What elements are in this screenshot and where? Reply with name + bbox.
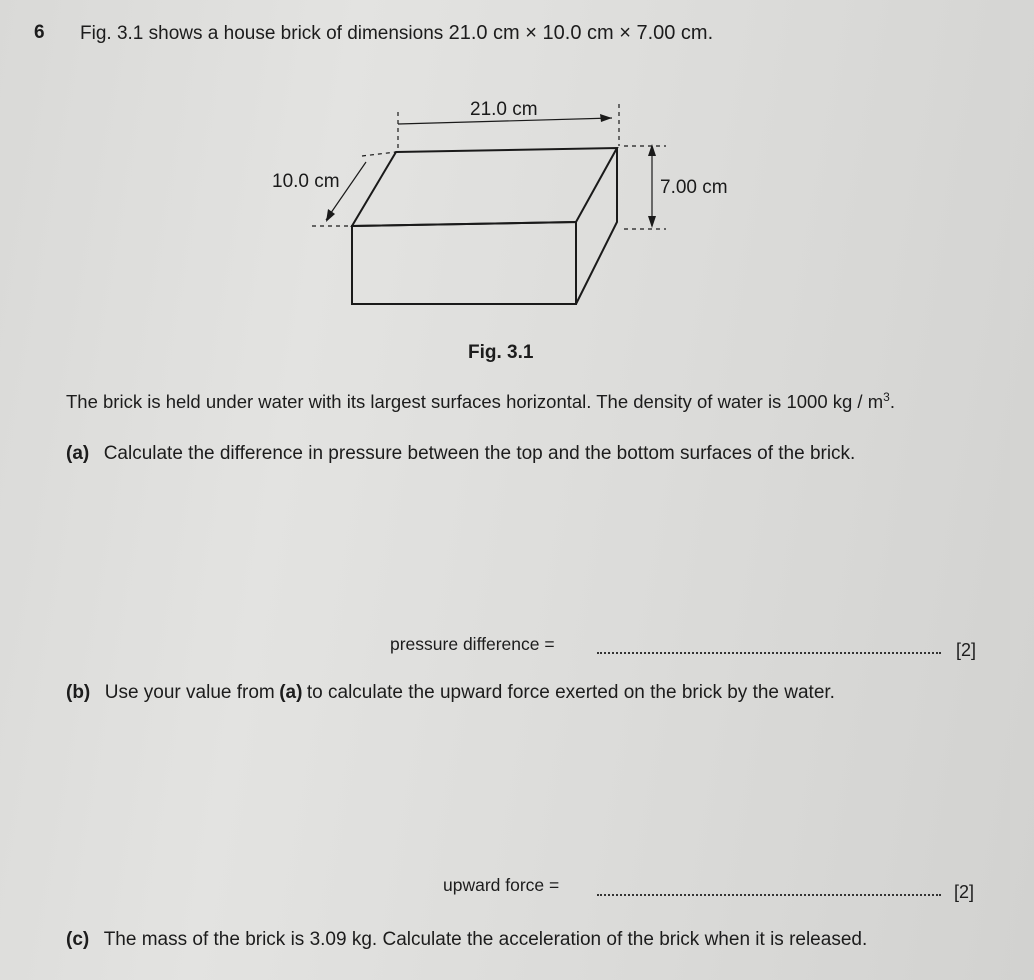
height-label: 7.00 cm xyxy=(660,177,728,198)
part-a-label: (a) xyxy=(66,443,90,464)
brick-side-face xyxy=(576,148,617,304)
part-b-label: (b) xyxy=(66,682,91,703)
part-b-question xyxy=(66,682,835,704)
part-c-text: The mass of the brick is 3.09 kg. Calculate the acceleration of the brick when it is released. xyxy=(103,929,868,950)
question-text-main: Fig. 3.1 shows a house brick of dimensions xyxy=(80,23,444,44)
intro-main: The brick is held under water with its largest surfaces horizontal. The density of water is 1000 kg / m xyxy=(66,391,884,413)
question-number: 6 xyxy=(34,22,45,43)
intro-end: . xyxy=(889,391,895,413)
part-a-answer-label: pressure difference = xyxy=(390,634,555,654)
brick-diagram xyxy=(0,0,1034,340)
figure-caption: Fig. 3.1 xyxy=(468,342,534,363)
part-a-question xyxy=(66,443,855,465)
part-b-marks: [2] xyxy=(954,882,975,902)
part-b-text-post: to calculate the upward force exerted on the brick by the water. xyxy=(306,682,835,703)
part-a-text: Calculate the difference in pressure between the top and the bottom surfaces of the brick. xyxy=(103,443,856,464)
brick-top-face xyxy=(352,148,617,226)
part-a-answer-line[interactable] xyxy=(597,632,941,654)
width-label: 10.0 cm xyxy=(272,171,340,192)
brick-dimensions: 21.0 cm × 10.0 cm × 7.00 cm. xyxy=(448,22,714,44)
part-c-label: (c) xyxy=(66,929,90,950)
intro-exponent: 3 xyxy=(883,390,890,404)
part-c-question xyxy=(66,929,867,951)
part-b-reference: (a) xyxy=(279,682,303,703)
part-b-answer-line[interactable] xyxy=(597,874,941,896)
part-a-marks: [2] xyxy=(956,640,977,660)
part-b-text-pre: Use your value from xyxy=(104,682,275,703)
part-b-answer-label: upward force = xyxy=(443,875,560,895)
brick-outline xyxy=(352,148,617,304)
intro-text xyxy=(66,390,895,413)
brick-front-face xyxy=(352,222,576,304)
length-label: 21.0 cm xyxy=(470,99,538,120)
